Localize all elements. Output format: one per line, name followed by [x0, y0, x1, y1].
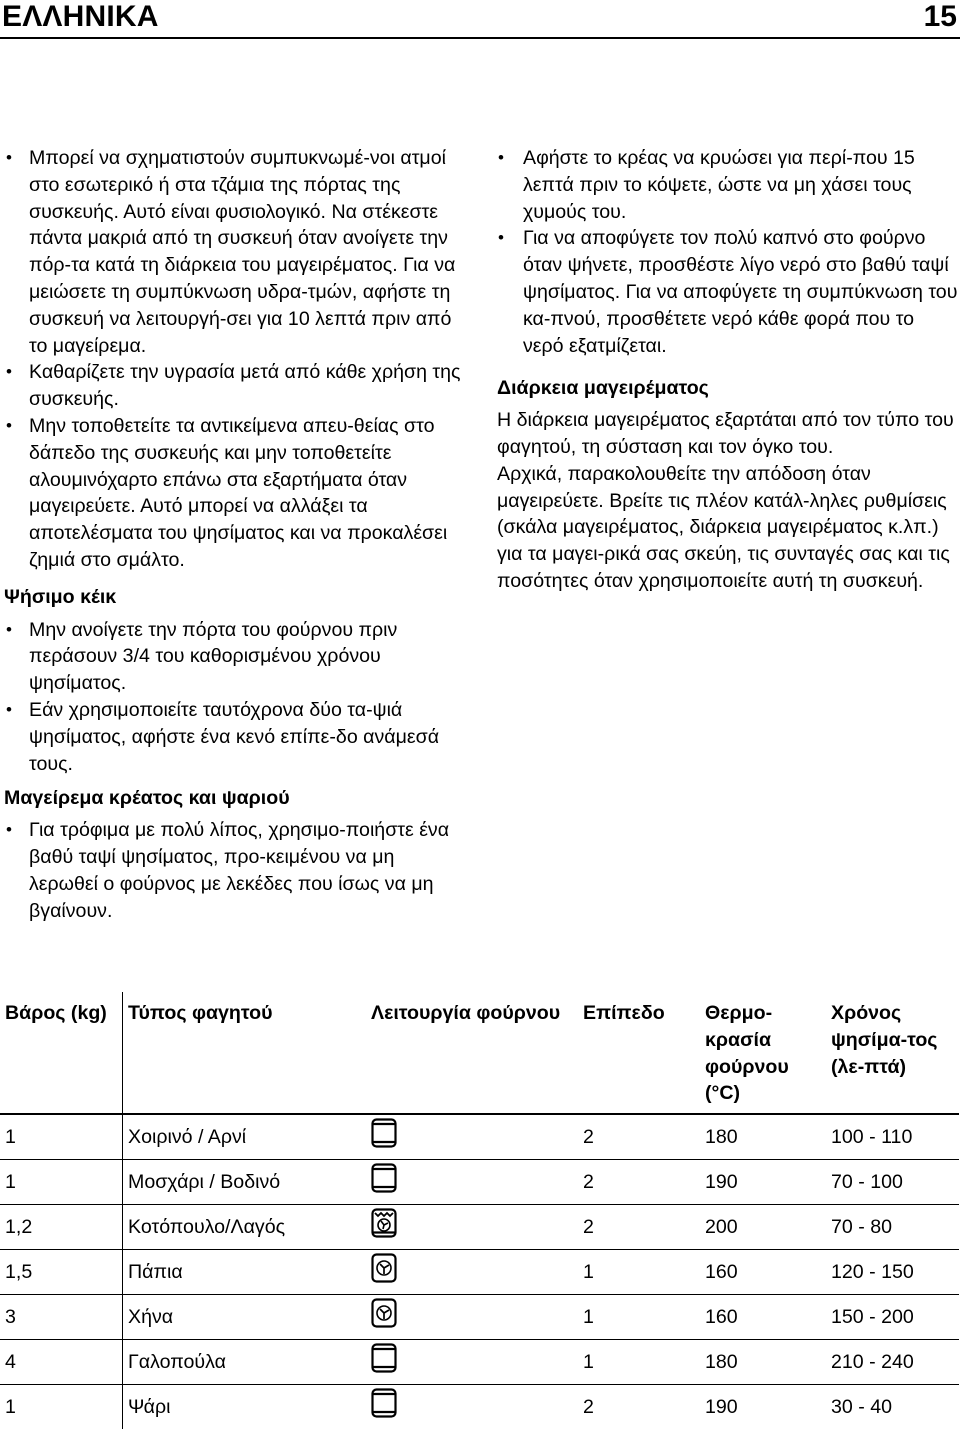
- cell-function: [366, 1295, 578, 1340]
- cell-level: 1: [578, 1250, 700, 1295]
- cell-level: 2: [578, 1205, 700, 1250]
- list-item: • Για να αποφύγετε τον πολύ καπνό στο φούρνο όταν ψήνετε, προσθέστε λίγο νερό στο βαθύ ταψί ψησίματος. Για να αποφύγετε τη συμπύκνωση του κα-πνού, προσθέτετε νερό κάθε φορά που το νερό εξατμίζεται.: [497, 225, 959, 359]
- cell-function: [366, 1205, 578, 1250]
- cell-temperature: 190: [705, 1395, 738, 1418]
- cake-tips-list: [4, 617, 464, 778]
- cell-function: [366, 1340, 578, 1385]
- table-row: [0, 1385, 959, 1429]
- section-heading-duration: Διάρκεια μαγειρέματος: [497, 377, 709, 400]
- cell-weight: 1: [0, 1160, 123, 1205]
- cell-time: 210 - 240: [826, 1340, 959, 1385]
- turbo-grill-icon: [371, 1208, 397, 1246]
- section-heading-cake: Ψήσιμο κέικ: [4, 585, 117, 608]
- list-item: • Καθαρίζετε την υγρασία μετά από κάθε χρήση της συσκευής.: [4, 359, 464, 413]
- cell-time: 70 - 80: [826, 1205, 959, 1250]
- tips-list: [4, 145, 464, 574]
- table-row: [0, 1205, 959, 1250]
- cell-function: [366, 1385, 578, 1429]
- table-body: [0, 1114, 959, 1429]
- meat-tips-list: [4, 817, 464, 924]
- table-row: [0, 1340, 959, 1385]
- fan-heat-icon: [371, 1298, 397, 1336]
- conventional-heat-icon: [371, 1388, 397, 1426]
- cell-time: 30 - 40: [831, 1395, 893, 1418]
- cell-weight: 1,2: [0, 1205, 123, 1250]
- cell-weight: 1,5: [0, 1250, 123, 1295]
- cell-level: 2: [583, 1395, 594, 1418]
- cell-time: 120 - 150: [826, 1250, 959, 1295]
- left-column: [4, 145, 464, 924]
- conventional-heat-icon: [371, 1163, 397, 1201]
- header-temperature: Θερμο-κρασία φούρνου (°C): [700, 992, 826, 1114]
- cell-function: [366, 1160, 578, 1205]
- language-label: ΕΛΛΗΝΙΚΑ: [2, 0, 159, 33]
- cell-food: Ψάρι: [128, 1395, 171, 1418]
- cell-function: [366, 1114, 578, 1160]
- cell-weight: 1: [0, 1385, 123, 1429]
- cell-food: Χοιρινό / Αρνί: [123, 1114, 367, 1160]
- cell-time: 70 - 100: [826, 1160, 959, 1205]
- cell-temperature: 160: [700, 1295, 826, 1340]
- cell-temperature: 160: [700, 1250, 826, 1295]
- list-item: • Για τρόφιμα με πολύ λίπος, χρησιμο-ποιήστε ένα βαθύ ταψί ψησίματος, προ-κειμένου να μη λερωθεί ο φούρνος με λεκέδες που ίσως να μη βγαίνουν.: [4, 817, 464, 924]
- conventional-heat-icon: [371, 1118, 397, 1156]
- cell-level: 2: [578, 1160, 700, 1205]
- table-header-row: [0, 992, 959, 1114]
- right-column: [497, 145, 959, 595]
- list-item: • Μην ανοίγετε την πόρτα του φούρνου πριν περάσουν 3/4 του καθορισμένου χρόνου ψησίματος.: [4, 617, 464, 697]
- cell-food: Χήνα: [123, 1295, 367, 1340]
- header-oven-function: Λειτουργία φούρνου: [366, 992, 578, 1114]
- cell-time: 100 - 110: [826, 1114, 959, 1160]
- cell-temperature: 180: [700, 1114, 826, 1160]
- list-item: • Εάν χρησιμοποιείτε ταυτόχρονα δύο τα-ψιά ψησίματος, αφήστε ένα κενό επίπε-δο ανάμεσά τους.: [4, 697, 464, 777]
- cell-weight: 4: [0, 1340, 123, 1385]
- cell-food: Πάπια: [123, 1250, 367, 1295]
- list-item: • Αφήστε το κρέας να κρυώσει για περί-που 15 λεπτά πριν το κόψετε, ώστε να μη χάσει τους χυμούς του.: [497, 145, 959, 225]
- cell-weight: 1: [0, 1114, 123, 1160]
- cell-temperature: 200: [700, 1205, 826, 1250]
- fan-heat-icon: [371, 1253, 397, 1291]
- meat-tips-continued-list: [497, 145, 959, 359]
- header-level: Επίπεδο: [578, 992, 700, 1114]
- cell-food: Κοτόπουλο/Λαγός: [123, 1205, 367, 1250]
- cell-temperature: 180: [700, 1340, 826, 1385]
- conventional-heat-icon: [371, 1343, 397, 1381]
- cell-temperature: 190: [700, 1160, 826, 1205]
- section-heading-meat: Μαγείρεμα κρέατος και ψαριού: [4, 787, 290, 810]
- list-item: • Μπορεί να σχηματιστούν συμπυκνωμέ-νοι ατμοί στο εσωτερικό ή στα τζάμια της πόρτας της συσκευής. Αυτό είναι φυσιολογικό. Να στέκεστε πάντα μακριά από τη συσκευή όταν ανοίγετε την πόρ-τα κατά τη διάρκεια του μαγειρέματος. Για να μειώσετε τη συμπύκνωση υδρα-τμών, αφήστε τη συσκευή να λειτουργή-σει για 10 λεπτά πριν από το μαγείρεμα.: [4, 145, 464, 359]
- table-row: [0, 1250, 959, 1295]
- cell-level: 2: [578, 1114, 700, 1160]
- table-row: [0, 1295, 959, 1340]
- roasting-table: [0, 992, 959, 1429]
- cell-level: 1: [578, 1295, 700, 1340]
- table-row: [0, 1160, 959, 1205]
- header-weight: Βάρος (kg): [0, 992, 123, 1114]
- page-header: [0, 0, 960, 39]
- header-time: Χρόνος ψησίμα-τος (λε-πτά): [826, 992, 959, 1114]
- header-food-type: Τύπος φαγητού: [123, 992, 367, 1114]
- table-row: [0, 1114, 959, 1160]
- paragraph: Αρχικά, παρακολουθείτε την απόδοση όταν μαγειρεύετε. Βρείτε τις πλέον κατάλ-ληλες ρυθμίσεις (σκάλα μαγειρέματος, διάρκεια μαγειρέματος κ.λπ.) για τα μαγει-ρικά σας σκεύη, τις συνταγές σας και τις ποσότητες όταν χρησιμοποιείτε αυτή τη συσκευή.: [497, 462, 950, 592]
- cell-function: [366, 1250, 578, 1295]
- list-item: • Μην τοποθετείτε τα αντικείμενα απευ-θείας στο δάπεδο της συσκευής και μην τοποθετείτε αλουμινόχαρτο επάνω στα εξαρτήματα όταν μαγειρεύετε. Αυτό μπορεί να αλλάξει τα αποτελέσματα του ψησίματος και να προκαλέσει ζημιά στο σμάλτο.: [4, 413, 464, 574]
- cell-level: 1: [578, 1340, 700, 1385]
- paragraph: Η διάρκεια μαγειρέματος εξαρτάται από τον τύπο του φαγητού, τη σύσταση και τον όγκο του.: [497, 409, 954, 458]
- cell-food: Μοσχάρι / Βοδινό: [123, 1160, 367, 1205]
- page-number: 15: [923, 0, 957, 33]
- cell-time: 150 - 200: [826, 1295, 959, 1340]
- cell-weight: 3: [0, 1295, 123, 1340]
- cell-food: Γαλοπούλα: [123, 1340, 367, 1385]
